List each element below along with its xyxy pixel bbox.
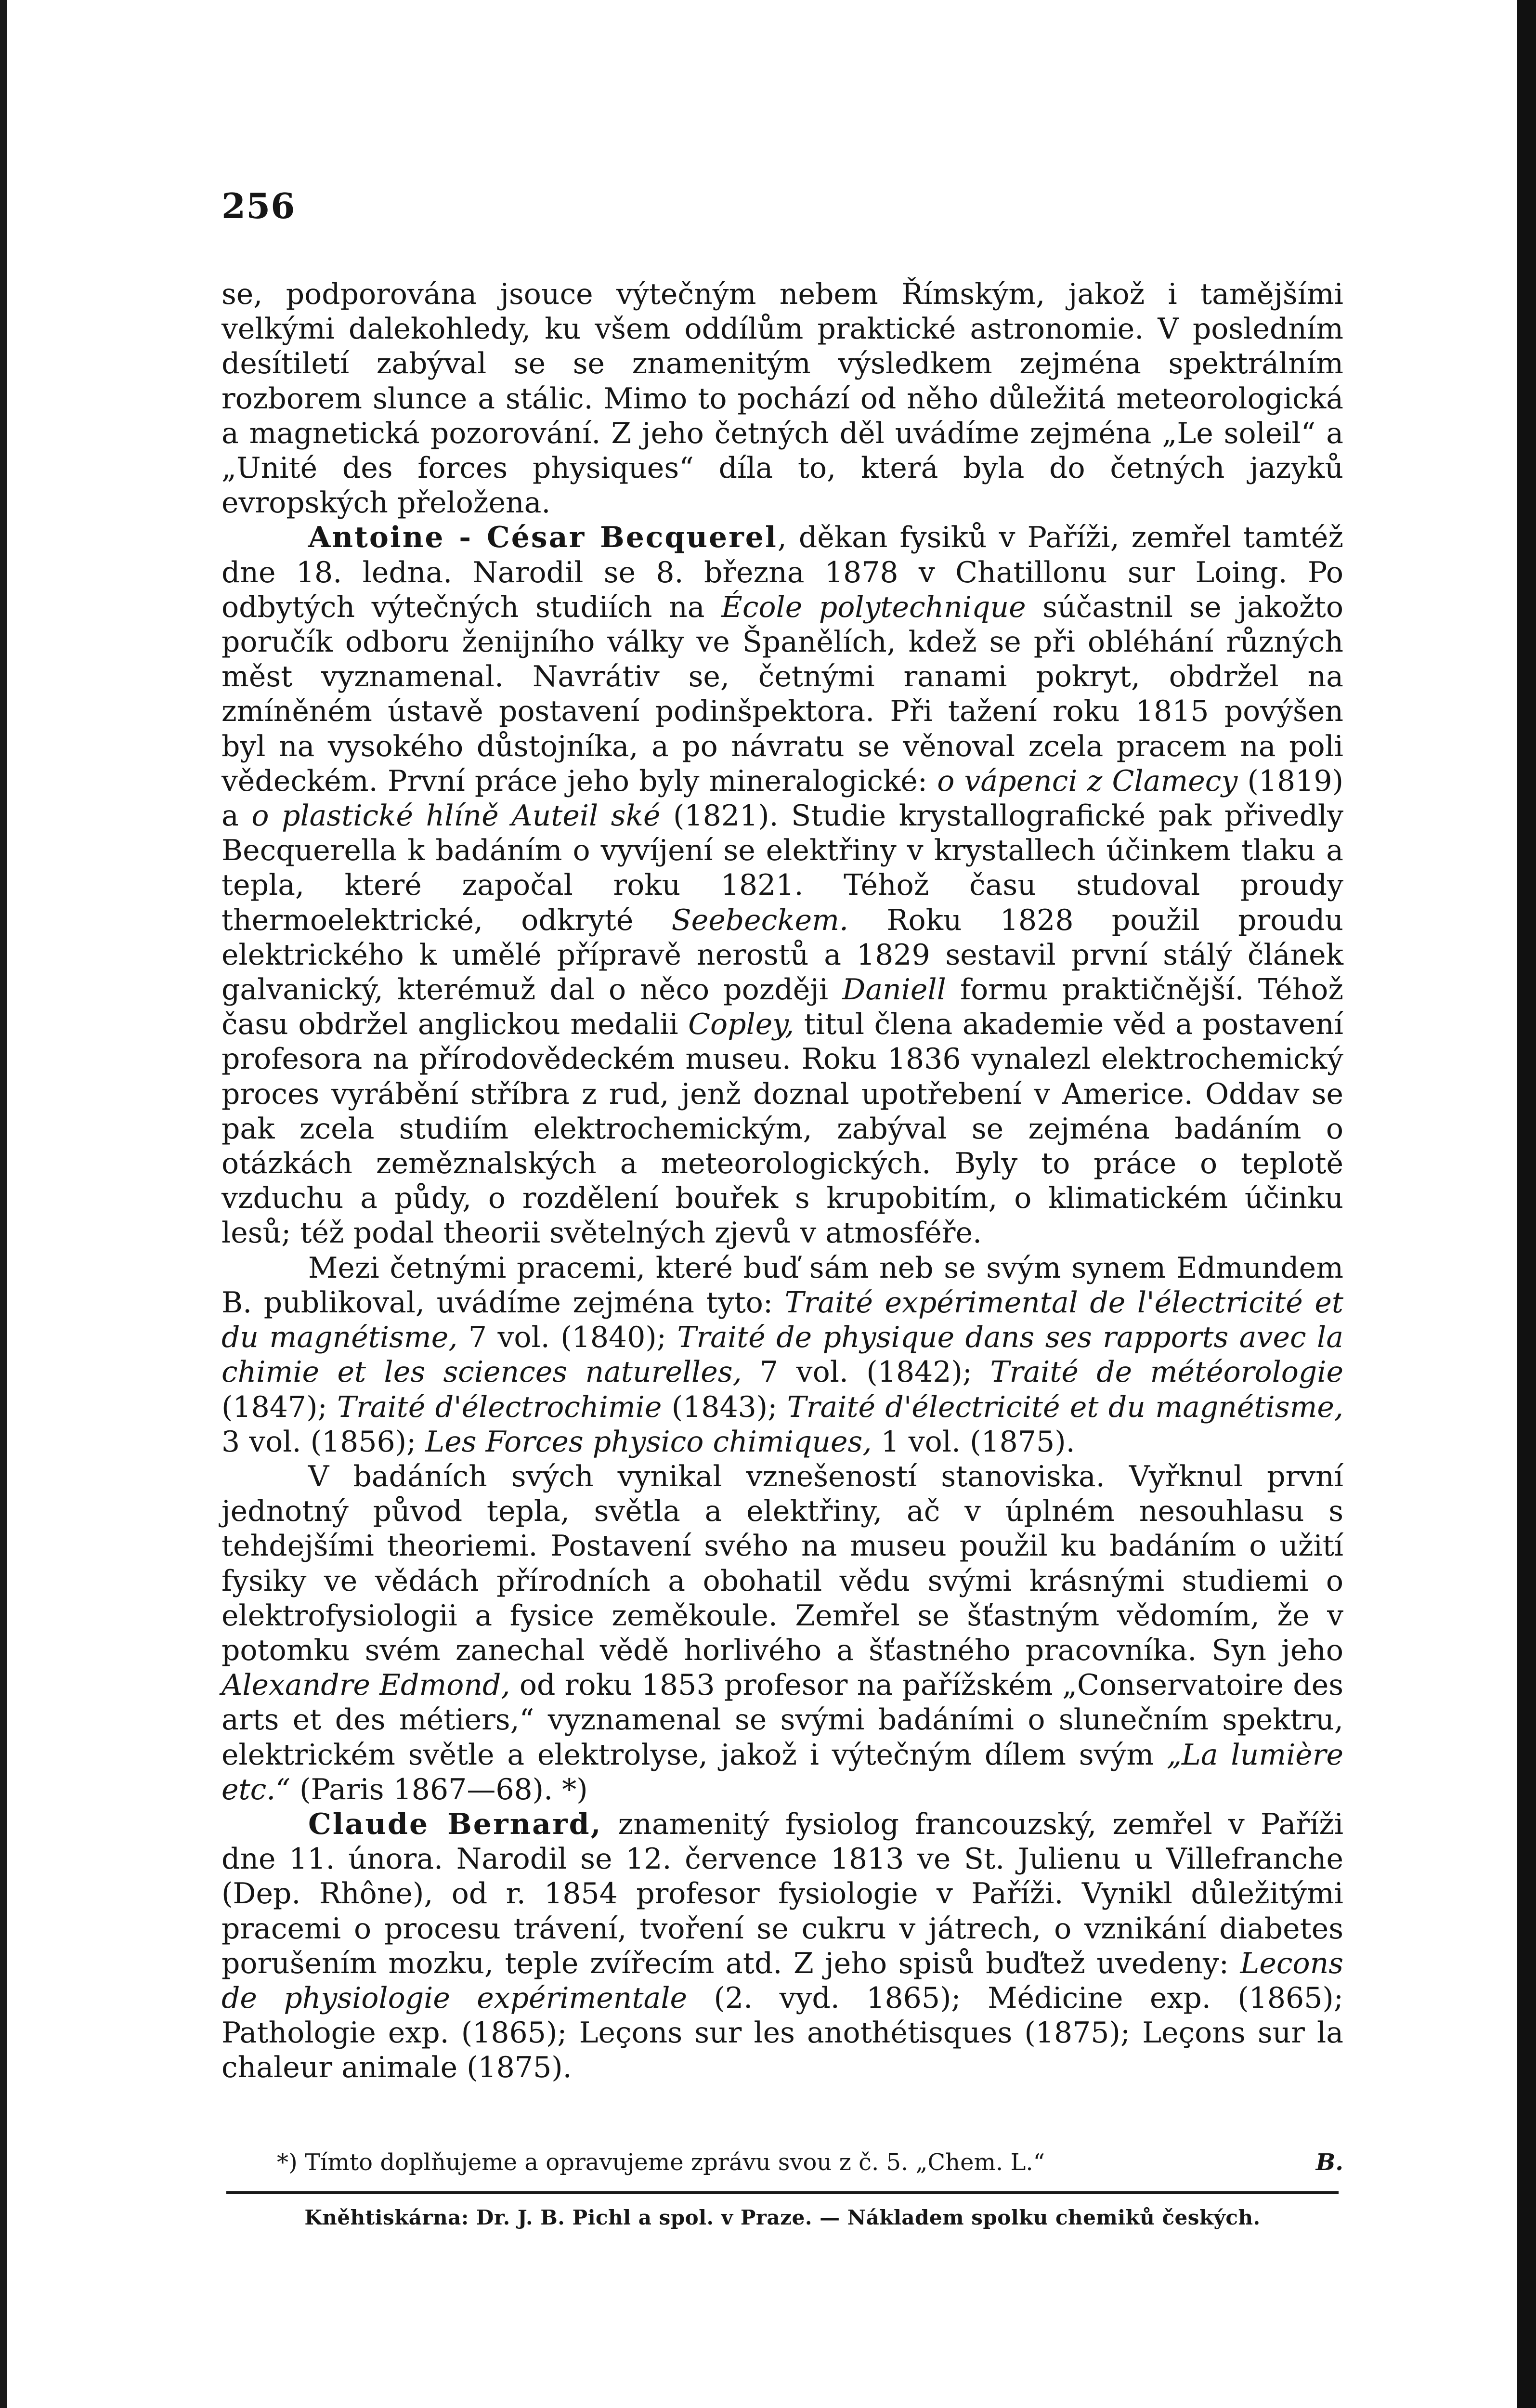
footnote-signature: B.	[1315, 2149, 1343, 2176]
paragraph-astronomer-continued: se, podporována jsouce výtečným nebem Římským, jakož i tamějšími velkými dalekohledy, ku všem oddílům praktické astronomie. V posledním desítiletí zabýval se se znamenitým výsledkem zejména spektrálním rozborem slunce a stálic. Mimo to pochází od něho důležitá meteorologická a magnetická pozorování. Z jeho četných děl uvádíme zejména „Le soleil“ a „Unité des forces physiques“ díla to, která byla do četných jazyků evropských přeložena.	[221, 277, 1343, 520]
printer-line: Kněhtiskárna: Dr. J. B. Pichl a spol. v Praze. — Nákladem spolku chemiků českých.	[304, 2206, 1261, 2229]
paragraph-becquerel-works: Mezi četnými pracemi, které buď sám neb se svým synem Edmundem B. publikoval, uvádíme zejména tyto: Traité expérimental de l'électricité et du magnétisme, 7 vol. (1840); Traité de physique dans ses rapports avec la chimie et les sciences naturelles, 7 vol. (1842); Traité de météorologie (1847); Traité d'électrochimie (1843); Traité d'électricité et du magnétisme, 3 vol. (1856); Les Forces physico chimiques, 1 vol. (1875).	[221, 1251, 1344, 1459]
paragraph-bernard: Claude Bernard, znamenitý fysiolog francouzský, zemřel v Paříži dne 11. února. Narodil se 12. července 1813 ve St. Julienu u Villefranche (Dep. Rhône), od r. 1854 profesor fysiologie v Paříži. Vynikl důležitými pracemi o procesu trávení, tvoření se cukru v játrech, o vznikání diabetes porušením mozku, teple zvířecím atd. Z jeho spisů buďtež uvedeny: Lecons de physiologie expérimentale (2. vyd. 1865); Médicine exp. (1865); Pathologie exp. (1865); Leçons sur les anothétisques (1875); Leçons sur la chaleur animale (1875).	[221, 1807, 1344, 2085]
name-bernard: Claude Bernard,	[308, 1807, 602, 1841]
footnote	[221, 2148, 1343, 2177]
footer-rule	[226, 2191, 1339, 2194]
scan-right-edge	[1517, 0, 1536, 2408]
paragraph-becquerel-legacy: V badáních svých vynikal vznešeností stanoviska. Vyřknul první jednotný původ tepla, světla a elektřiny, ač v úplném nesouhlasu s tehdejšími theoriemi. Postavení svého na museu použil ku badáním o užití fysiky ve vědách přírodních a obohatil vědu svými krásnými studiemi o elektrofysiologii a fysice zeměkoule. Zemřel se šťastným vědomím, že v potomku svém zanechal vědě horlivého a šťastného pracovníka. Syn jeho Alexandre Edmond, od roku 1853 profesor na pařížském „Conservatoire des arts et des métiers,“ vyznamenal se svými badáními o slunečním spektru, elektrickém světle a elektrolyse, jakož i výtečným dílem svým „La lumière etc.“ (Paris 1867—68). *)	[221, 1459, 1343, 1806]
footnote-text: *) Tímto doplňujeme a opravujeme zprávu svou z č. 5. „Chem. L.“	[277, 2149, 1045, 2176]
article-text	[221, 277, 1343, 2085]
page-number: 256	[221, 185, 296, 226]
paragraph-becquerel: Antoine - César Becquerel, děkan fysiků v Paříži, zemřel tamtéž dne 18. ledna. Narodil se 8. března 1878 v Chatillonu sur Loing. Po odbytých výtečných studiích na École polytechnique súčastnil se jakožto poručík odboru ženijního války ve Španělích, kdež se při obléhání různých měst vyznamenal. Navrátiv se, četnými ranami pokryt, obdržel na zmíněném ústavě postavení podinšpektora. Při tažení roku 1815 povýšen byl na vysokého důstojníka, a po návratu se věnoval zcela pracem na poli vědeckém. První práce jeho byly mineralogické: o vápenci z Clamecy (1819) a o plastické hlíně Auteil ské (1821). Studie krystallografické pak přivedly Becquerella k badáním o vyvíjení se elektřiny v krystallech účinkem tlaku a tepla, které započal roku 1821. Téhož času studoval proudy thermoelektrické, odkryté Seebeckem. Roku 1828 použil proudu elektrického k umělé přípravě nerostů a 1829 sestavil první stálý článek galvanický, kterémuž dal o něco později Daniell formu praktičnější. Téhož času obdržel anglickou medalii Copley, titul člena akademie věd a postavení profesora na přírodovědeckém museu. Roku 1836 vynalezl elektrochemický proces vyrábění stříbra z rud, jenž doznal upotřebení v Americe. Oddav se pak zcela studiím elektrochemickým, zabýval se zejména badáním o otázkách zeměznalských a meteorologických. Byly to práce o teplotě vzduchu a půdy, o rozdělení bouřek s krupobitím, o klimatickém účinku lesů; též podal theorii světelných zjevů v atmosféře.	[221, 521, 1344, 1250]
scan-left-edge	[0, 0, 7, 2408]
name-becquerel: Antoine - César Becquerel	[308, 521, 778, 555]
